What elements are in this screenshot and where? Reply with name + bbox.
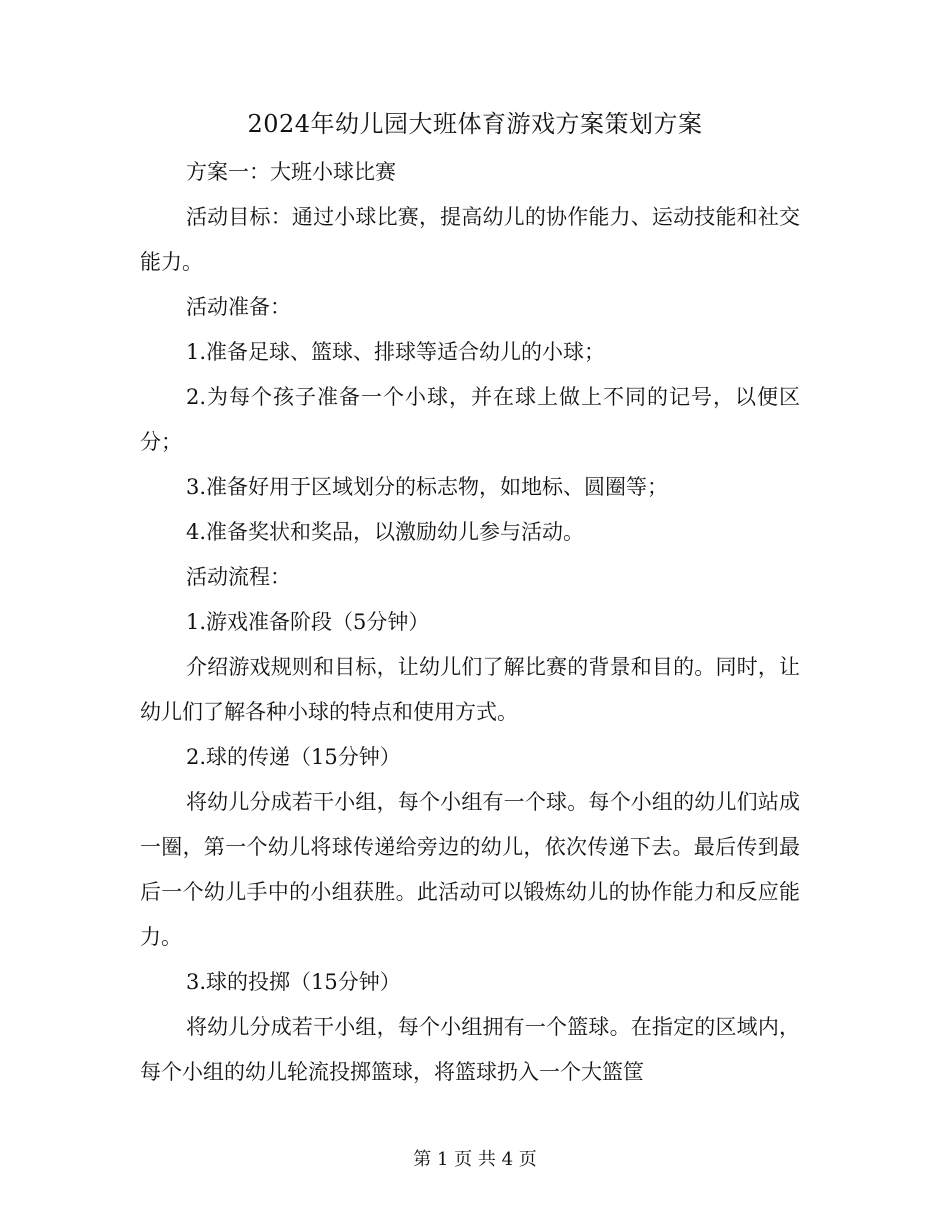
paragraph-activity-goal: 活动目标：通过小球比赛，提高幼儿的协作能力、运动技能和社交能力。 bbox=[140, 205, 800, 274]
list-item-prep-2: 2.为每个孩子准备一个小球，并在球上做上不同的记号，以便区分； bbox=[140, 385, 800, 454]
step-paragraph-3: 将幼儿分成若干小组，每个小组拥有一个篮球。在指定的区域内，每个小组的幼儿轮流投掷篮球，将篮球扔入一个大篮筐 bbox=[140, 1015, 800, 1084]
step-paragraph-2: 将幼儿分成若干小组，每个小组有一个球。每个小组的幼儿们站成一圈，第一个幼儿将球传递给旁边的幼儿，依次传递下去。最后传到最后一个幼儿手中的小组获胜。此活动可以锻炼幼儿的协作能力和反应能力。 bbox=[140, 790, 800, 949]
step-heading-2: 2.球的传递（15分钟） bbox=[186, 745, 401, 769]
step-heading-3: 3.球的投掷（15分钟） bbox=[186, 970, 401, 994]
step-heading-1: 1.游戏准备阶段（5分钟） bbox=[186, 610, 430, 634]
list-item-prep-1: 1.准备足球、篮球、排球等适合幼儿的小球； bbox=[186, 340, 606, 364]
document-body bbox=[140, 150, 800, 1095]
list-item-prep-4: 4.准备奖状和奖品，以激励幼儿参与活动。 bbox=[186, 520, 585, 544]
heading-activity-process: 活动流程： bbox=[186, 565, 291, 589]
list-item-prep-3: 3.准备好用于区域划分的标志物，如地标、圆圈等； bbox=[186, 475, 669, 499]
page-footer: 第 1 页 共 4 页 bbox=[413, 1149, 537, 1170]
step-paragraph-1: 介绍游戏规则和目标，让幼儿们了解比赛的背景和目的。同时，让幼儿们了解各种小球的特点和使用方式。 bbox=[140, 655, 800, 724]
document-title: 2024年幼儿园大班体育游戏方案策划方案 bbox=[247, 110, 703, 138]
section-heading-plan-one: 方案一：大班小球比赛 bbox=[186, 160, 396, 184]
heading-activity-preparation: 活动准备： bbox=[186, 295, 291, 319]
